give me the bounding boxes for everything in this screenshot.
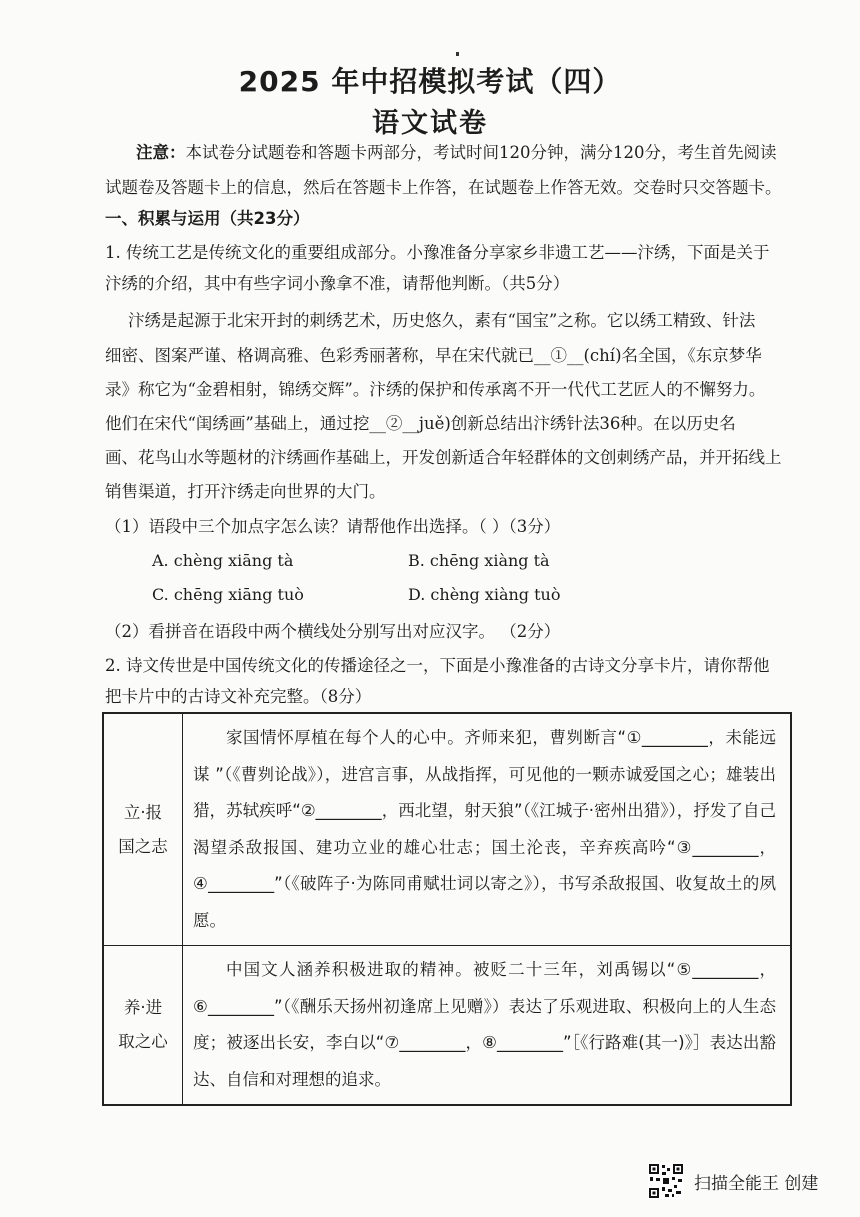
q1-stem-2: 汴绣的介绍，其中有些字词小豫拿不准，请帮他判断。（共5分） bbox=[105, 274, 570, 293]
watermark-text: 扫描全能王 创建 bbox=[694, 1174, 819, 1194]
q1-passage-line: 录》称它为“金碧相射，锦绣交辉”。汴绣的保护和传承离不开一代代工艺匠人的不懈努力。 bbox=[105, 380, 766, 399]
card-row-patriotism bbox=[103, 713, 791, 946]
q1-sub2: （2）看拼音在语段中两个横线处分别写出对应汉字。 （2分） bbox=[105, 622, 561, 641]
option-b: B. chēng xiàng tà bbox=[408, 551, 550, 570]
exam-title: 2025 年中招模拟考试（四） bbox=[238, 65, 622, 98]
section-heading: 一、积累与运用（共23分） bbox=[105, 209, 310, 228]
card-row-enterprise bbox=[103, 946, 791, 1106]
card-row-text bbox=[183, 946, 792, 1106]
q2-stem-1: 2. 诗文传世是中国传统文化的传播途径之一，下面是小豫准备的古诗文分享卡片，请你帮他 bbox=[105, 656, 770, 675]
notice-line-1 bbox=[136, 143, 777, 163]
q1-sub1: （1）语段中三个加点字怎么读？请帮他作出选择。（ ）（3分） bbox=[105, 517, 561, 536]
card-text: 中国文人涵养积极进取的精神。被贬二十三年，刘禹锡以“⑤________，⑥________”（《酬乐天扬州初逢席上见赠》）表达了乐观进取、积极向上的人生态度；被逐出长安，李白以“⑦________，⑧________”［《行路难(其一)》］表达出豁达、自信和对理想的追求。 bbox=[193, 960, 776, 1089]
qr-code-icon bbox=[648, 1163, 684, 1199]
card-text: 家国情怀厚植在每个人的心中。齐师来犯，曹刿断言“①________，未能远谋 ”（《曹刿论战》），进宫言事，从战指挥，可见他的一颗赤诚爱国之心；雄装出猎，苏轼疾呼“②________，西北望，射天狼”（《江城子·密州出猎》），抒发了自己渴望杀敌报国、建功立业的雄心壮志；国土沦丧，辛弃疾高吟“③________，④________”（《破阵子·为陈同甫赋壮词以寄之》），书写杀敌报国、收复故土的夙愿。 bbox=[193, 728, 776, 930]
card-label-line: 取之心 bbox=[118, 1032, 168, 1051]
option-d: D. chèng xiàng tuò bbox=[408, 585, 561, 604]
poetry-card-table bbox=[102, 712, 792, 1106]
q1-passage-line: 他们在宋代“闺绣画”基础上，通过挖__②__juě)创新总结出汴绣针法36种。在以历史名 bbox=[105, 414, 736, 433]
card-label-line: 国之志 bbox=[118, 836, 168, 856]
card-row-text bbox=[183, 713, 792, 946]
q1-stem-1: 1. 传统工艺是传统文化的重要组成部分。小豫准备分享家乡非遗工艺——汴绣，下面是关于 bbox=[105, 243, 770, 262]
option-a: A. chèng xiāng tà bbox=[152, 551, 294, 570]
scanner-watermark bbox=[648, 1163, 848, 1201]
notice-text-1: 本试卷分试题卷和答题卡两部分，考试时间120分钟，满分120分，考生首先阅读 bbox=[185, 143, 777, 162]
card-label-line: 立·报 bbox=[123, 802, 163, 822]
card-label-line: 养·进 bbox=[123, 998, 163, 1017]
q1-passage-line: 销售渠道，打开汴绣走向世界的大门。 bbox=[105, 482, 386, 501]
q1-passage-line: 汴绣是起源于北宋开封的刺绣艺术，历史悠久，素有“国宝”之称。它以绣工精致、针法 bbox=[128, 311, 756, 330]
q1-passage-line: 细密、图案严谨、格调高雅、色彩秀丽著称，早在宋代就已__①__(chí)名全国，《东京梦华 bbox=[105, 346, 762, 365]
card-row-label bbox=[103, 946, 183, 1106]
q2-stem-2: 把卡片中的古诗文补充完整。（8分） bbox=[105, 687, 372, 706]
q1-passage-line: 画、花鸟山水等题材的汴绣画作基础上，开发创新适合年轻群体的文创刺绣产品，并开拓线上 bbox=[105, 448, 782, 467]
notice-line-2: 试题卷及答题卡上的信息，然后在答题卡上作答，在试题卷上作答无效。交卷时只交答题卡。 bbox=[105, 178, 782, 197]
notice-label: 注意： bbox=[136, 143, 186, 162]
option-c: C. chēng xiāng tuò bbox=[152, 585, 304, 604]
exam-subtitle: 语文试卷 bbox=[372, 108, 488, 139]
card-row-label bbox=[103, 713, 183, 946]
scan-mark bbox=[456, 52, 459, 56]
